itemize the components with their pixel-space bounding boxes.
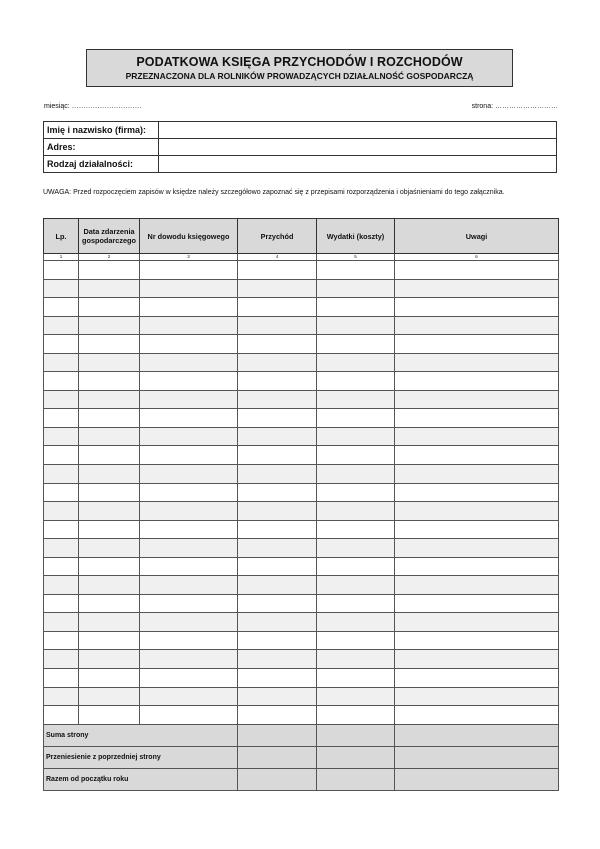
cell-lp[interactable] <box>44 483 79 502</box>
cell-expenses[interactable] <box>317 427 395 446</box>
cell-lp[interactable] <box>44 706 79 725</box>
cell-date[interactable] <box>79 520 140 539</box>
summary-expenses-cell[interactable] <box>317 746 395 768</box>
ledger-row <box>44 613 559 632</box>
ledger-row <box>44 687 559 706</box>
cell-lp[interactable] <box>44 669 79 688</box>
summary-row-page-total <box>44 724 559 746</box>
cell-notes[interactable] <box>395 335 559 354</box>
cell-notes[interactable] <box>395 650 559 669</box>
summary-notes-cell <box>395 746 559 768</box>
cell-income[interactable] <box>238 298 317 317</box>
cell-income[interactable] <box>238 613 317 632</box>
cell-notes[interactable] <box>395 706 559 725</box>
cell-lp[interactable] <box>44 687 79 706</box>
form-title-box <box>86 49 513 87</box>
col-number: 3 <box>140 254 238 261</box>
activity-input-cell[interactable] <box>159 156 557 173</box>
cell-lp[interactable] <box>44 353 79 372</box>
cell-document-number[interactable] <box>140 520 238 539</box>
summary-income-cell[interactable] <box>238 724 317 746</box>
cell-lp[interactable] <box>44 520 79 539</box>
col-header-expenses: Wydatki (koszty) <box>317 219 395 254</box>
cell-document-number[interactable] <box>140 594 238 613</box>
cell-document-number[interactable] <box>140 576 238 595</box>
cell-income[interactable] <box>238 631 317 650</box>
cell-expenses[interactable] <box>317 390 395 409</box>
summary-label: Razem od początku roku <box>44 768 238 790</box>
cell-income[interactable] <box>238 316 317 335</box>
cell-lp[interactable] <box>44 446 79 465</box>
cell-income[interactable] <box>238 372 317 391</box>
cell-income[interactable] <box>238 576 317 595</box>
cell-document-number[interactable] <box>140 390 238 409</box>
summary-label: Przeniesienie z poprzedniej strony <box>44 746 238 768</box>
cell-document-number[interactable] <box>140 316 238 335</box>
cell-notes[interactable] <box>395 353 559 372</box>
cell-date[interactable] <box>79 594 140 613</box>
cell-income[interactable] <box>238 539 317 558</box>
cell-notes[interactable] <box>395 669 559 688</box>
cell-income[interactable] <box>238 502 317 521</box>
ledger-row <box>44 409 559 428</box>
ledger-row <box>44 446 559 465</box>
ledger-row <box>44 576 559 595</box>
col-number: 4 <box>238 254 317 261</box>
cell-date[interactable] <box>79 483 140 502</box>
cell-lp[interactable] <box>44 316 79 335</box>
cell-expenses[interactable] <box>317 465 395 484</box>
ledger-row <box>44 353 559 372</box>
cell-document-number[interactable] <box>140 539 238 558</box>
cell-lp[interactable] <box>44 557 79 576</box>
cell-document-number[interactable] <box>140 613 238 632</box>
cell-lp[interactable] <box>44 631 79 650</box>
cell-expenses[interactable] <box>317 594 395 613</box>
cell-date[interactable] <box>79 446 140 465</box>
cell-expenses[interactable] <box>317 298 395 317</box>
cell-date[interactable] <box>79 502 140 521</box>
ledger-row <box>44 502 559 521</box>
cell-income[interactable] <box>238 669 317 688</box>
cell-date[interactable] <box>79 335 140 354</box>
info-row-activity <box>44 156 557 173</box>
cell-document-number[interactable] <box>140 353 238 372</box>
form-title: PODATKOWA KSIĘGA PRZYCHODÓW I ROZCHODÓW <box>136 55 463 69</box>
name-label: Imię i nazwisko (firma): <box>44 122 159 139</box>
ledger-header-row <box>44 219 559 254</box>
col-number: 1 <box>44 254 79 261</box>
cell-expenses[interactable] <box>317 502 395 521</box>
col-header-income: Przychód <box>238 219 317 254</box>
cell-lp[interactable] <box>44 594 79 613</box>
summary-row-carried-over <box>44 746 559 768</box>
summary-expenses-cell[interactable] <box>317 768 395 790</box>
summary-notes-cell <box>395 724 559 746</box>
cell-document-number[interactable] <box>140 465 238 484</box>
ledger-row <box>44 465 559 484</box>
cell-notes[interactable] <box>395 631 559 650</box>
cell-expenses[interactable] <box>317 539 395 558</box>
ledger-row <box>44 539 559 558</box>
col-header-date: Data zdarzenia gospodarczego <box>79 219 140 254</box>
cell-document-number[interactable] <box>140 446 238 465</box>
cell-notes[interactable] <box>395 279 559 298</box>
cell-document-number[interactable] <box>140 298 238 317</box>
ledger-row <box>44 335 559 354</box>
taxpayer-info-table <box>43 121 557 173</box>
cell-date[interactable] <box>79 539 140 558</box>
cell-income[interactable] <box>238 687 317 706</box>
cell-expenses[interactable] <box>317 353 395 372</box>
summary-expenses-cell[interactable] <box>317 724 395 746</box>
cell-lp[interactable] <box>44 613 79 632</box>
cell-date[interactable] <box>79 316 140 335</box>
cell-document-number[interactable] <box>140 279 238 298</box>
cell-lp[interactable] <box>44 279 79 298</box>
cell-expenses[interactable] <box>317 409 395 428</box>
cell-lp[interactable] <box>44 465 79 484</box>
summary-income-cell[interactable] <box>238 768 317 790</box>
summary-income-cell[interactable] <box>238 746 317 768</box>
cell-income[interactable] <box>238 353 317 372</box>
cell-document-number[interactable] <box>140 502 238 521</box>
name-input-cell[interactable] <box>159 122 557 139</box>
cell-date[interactable] <box>79 613 140 632</box>
address-input-cell[interactable] <box>159 139 557 156</box>
cell-date[interactable] <box>79 372 140 391</box>
ledger-row <box>44 316 559 335</box>
cell-lp[interactable] <box>44 261 79 280</box>
cell-notes[interactable] <box>395 687 559 706</box>
cell-expenses[interactable] <box>317 631 395 650</box>
cell-expenses[interactable] <box>317 669 395 688</box>
cell-income[interactable] <box>238 483 317 502</box>
cell-date[interactable] <box>79 427 140 446</box>
cell-notes[interactable] <box>395 594 559 613</box>
cell-lp[interactable] <box>44 298 79 317</box>
cell-income[interactable] <box>238 520 317 539</box>
cell-lp[interactable] <box>44 576 79 595</box>
cell-date[interactable] <box>79 409 140 428</box>
col-header-lp: Lp. <box>44 219 79 254</box>
ledger-row <box>44 427 559 446</box>
cell-income[interactable] <box>238 390 317 409</box>
cell-date[interactable] <box>79 687 140 706</box>
cell-document-number[interactable] <box>140 261 238 280</box>
cell-expenses[interactable] <box>317 372 395 391</box>
cell-document-number[interactable] <box>140 650 238 669</box>
cell-notes[interactable] <box>395 576 559 595</box>
cell-notes[interactable] <box>395 557 559 576</box>
cell-expenses[interactable] <box>317 316 395 335</box>
cell-date[interactable] <box>79 465 140 484</box>
cell-notes[interactable] <box>395 613 559 632</box>
ledger-row <box>44 594 559 613</box>
cell-expenses[interactable] <box>317 687 395 706</box>
cell-date[interactable] <box>79 631 140 650</box>
cell-lp[interactable] <box>44 502 79 521</box>
cell-document-number[interactable] <box>140 427 238 446</box>
col-number: 6 <box>395 254 559 261</box>
ledger-table <box>43 218 559 791</box>
ledger-column-numbers-row <box>44 254 559 261</box>
ledger-row <box>44 520 559 539</box>
page-number-field: strona: ……………………… <box>471 103 558 110</box>
notice-text: UWAGA: Przed rozpoczęciem zapisów w księdze należy szczegółowo zapoznać się z przepisami rozporządzenia i objaśnieniami do tego załącznika. <box>43 189 505 196</box>
cell-lp[interactable] <box>44 650 79 669</box>
cell-expenses[interactable] <box>317 557 395 576</box>
cell-document-number[interactable] <box>140 706 238 725</box>
ledger-body <box>44 261 559 725</box>
cell-date[interactable] <box>79 706 140 725</box>
cell-income[interactable] <box>238 706 317 725</box>
cell-income[interactable] <box>238 409 317 428</box>
cell-date[interactable] <box>79 279 140 298</box>
cell-expenses[interactable] <box>317 279 395 298</box>
cell-notes[interactable] <box>395 390 559 409</box>
cell-document-number[interactable] <box>140 335 238 354</box>
cell-notes[interactable] <box>395 465 559 484</box>
cell-expenses[interactable] <box>317 261 395 280</box>
cell-date[interactable] <box>79 576 140 595</box>
activity-label: Rodzaj działalności: <box>44 156 159 173</box>
cell-date[interactable] <box>79 650 140 669</box>
ledger-row <box>44 483 559 502</box>
cell-date[interactable] <box>79 557 140 576</box>
cell-income[interactable] <box>238 557 317 576</box>
cell-expenses[interactable] <box>317 520 395 539</box>
cell-notes[interactable] <box>395 539 559 558</box>
summary-notes-cell <box>395 768 559 790</box>
col-header-document-number: Nr dowodu księgowego <box>140 219 238 254</box>
cell-date[interactable] <box>79 261 140 280</box>
cell-expenses[interactable] <box>317 446 395 465</box>
cell-income[interactable] <box>238 427 317 446</box>
cell-document-number[interactable] <box>140 687 238 706</box>
cell-notes[interactable] <box>395 316 559 335</box>
cell-notes[interactable] <box>395 409 559 428</box>
ledger-row <box>44 279 559 298</box>
ledger-row <box>44 631 559 650</box>
ledger-row <box>44 706 559 725</box>
cell-lp[interactable] <box>44 372 79 391</box>
cell-notes[interactable] <box>395 427 559 446</box>
cell-date[interactable] <box>79 390 140 409</box>
cell-income[interactable] <box>238 279 317 298</box>
ledger-row <box>44 390 559 409</box>
cell-income[interactable] <box>238 335 317 354</box>
cell-lp[interactable] <box>44 409 79 428</box>
cell-document-number[interactable] <box>140 669 238 688</box>
cell-lp[interactable] <box>44 390 79 409</box>
cell-notes[interactable] <box>395 483 559 502</box>
ledger-row <box>44 669 559 688</box>
cell-document-number[interactable] <box>140 557 238 576</box>
cell-income[interactable] <box>238 261 317 280</box>
ledger-row <box>44 372 559 391</box>
summary-row-year-total <box>44 768 559 790</box>
cell-lp[interactable] <box>44 427 79 446</box>
col-number: 5 <box>317 254 395 261</box>
ledger-row <box>44 650 559 669</box>
cell-expenses[interactable] <box>317 576 395 595</box>
cell-document-number[interactable] <box>140 483 238 502</box>
ledger-row <box>44 557 559 576</box>
cell-lp[interactable] <box>44 335 79 354</box>
cell-document-number[interactable] <box>140 409 238 428</box>
cell-notes[interactable] <box>395 261 559 280</box>
cell-document-number[interactable] <box>140 631 238 650</box>
cell-document-number[interactable] <box>140 372 238 391</box>
cell-notes[interactable] <box>395 520 559 539</box>
cell-income[interactable] <box>238 594 317 613</box>
col-number: 2 <box>79 254 140 261</box>
summary-label: Suma strony <box>44 724 238 746</box>
cell-date[interactable] <box>79 353 140 372</box>
cell-income[interactable] <box>238 465 317 484</box>
cell-income[interactable] <box>238 446 317 465</box>
ledger-row <box>44 298 559 317</box>
cell-expenses[interactable] <box>317 613 395 632</box>
cell-expenses[interactable] <box>317 706 395 725</box>
form-subtitle: PRZEZNACZONA DLA ROLNIKÓW PROWADZĄCYCH DZIAŁALNOŚĆ GOSPODARCZĄ <box>125 71 474 81</box>
cell-expenses[interactable] <box>317 650 395 669</box>
address-label: Adres: <box>44 139 159 156</box>
month-field: miesiąc: ………………………… <box>44 103 142 110</box>
cell-notes[interactable] <box>395 502 559 521</box>
cell-notes[interactable] <box>395 446 559 465</box>
cell-income[interactable] <box>238 650 317 669</box>
cell-notes[interactable] <box>395 372 559 391</box>
cell-lp[interactable] <box>44 539 79 558</box>
cell-expenses[interactable] <box>317 483 395 502</box>
col-header-notes: Uwagi <box>395 219 559 254</box>
info-row-address <box>44 139 557 156</box>
cell-date[interactable] <box>79 669 140 688</box>
info-row-name <box>44 122 557 139</box>
cell-date[interactable] <box>79 298 140 317</box>
ledger-row <box>44 261 559 280</box>
cell-expenses[interactable] <box>317 335 395 354</box>
cell-notes[interactable] <box>395 298 559 317</box>
